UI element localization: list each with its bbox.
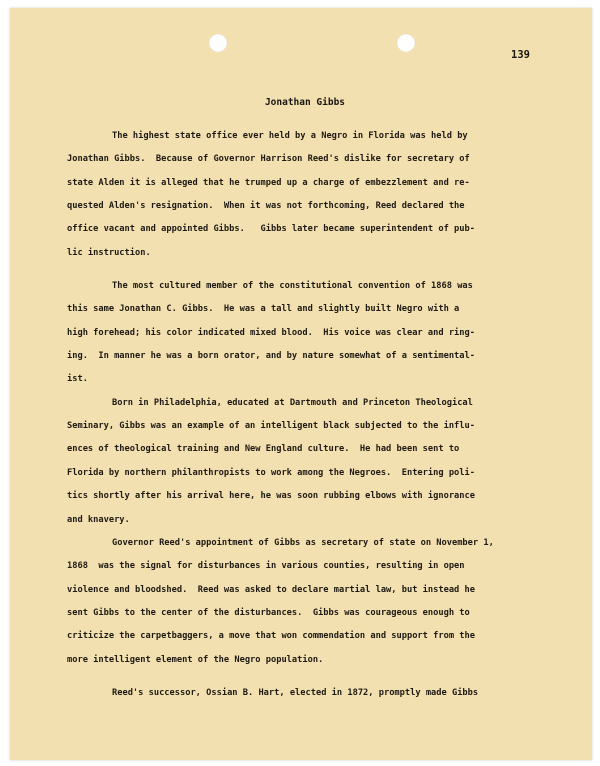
text-line: ist. [67, 374, 88, 385]
paragraph [67, 682, 547, 705]
text-line: ing. In manner he was a born orator, and by nature somewhat of a sentimental- [67, 351, 475, 362]
punch-hole-left [209, 34, 227, 52]
paragraph [67, 532, 547, 672]
text-line: this same Jonathan C. Gibbs. He was a tall and slightly built Negro with a [67, 304, 460, 315]
page-number: 139 [511, 49, 530, 61]
text-line: The highest state office ever held by a Negro in Florida was held by [112, 131, 468, 141]
text-line: violence and bloodshed. Reed was asked to declare martial law, but instead he [67, 584, 475, 595]
text-line: Seminary, Gibbs was an example of an intelligent black subjected to the influ- [67, 421, 475, 432]
page-title: Jonathan Gibbs [264, 97, 346, 108]
body-text [67, 125, 547, 705]
text-line: tics shortly after his arrival here, he was soon rubbing elbows with ignorance [67, 491, 475, 502]
text-line: Reed's successor, Ossian B. Hart, elected in 1872, promptly made Gibbs [112, 687, 479, 698]
text-line: Governor Reed's appointment of Gibbs as secretary of state on November 1, [112, 537, 494, 548]
text-line: The most cultured member of the constitutional convention of 1868 was [112, 281, 473, 292]
text-line: more intelligent element of the Negro population. [67, 654, 324, 665]
text-line: ences of theological training and New England culture. He had been sent to [67, 444, 460, 455]
text-line: sent Gibbs to the center of the disturbances. Gibbs was courageous enough to [67, 607, 470, 618]
text-line: lic instruction. [67, 247, 151, 258]
text-line: Florida by northern philanthropists to work among the Negroes. Entering poli- [67, 467, 475, 478]
paragraph [67, 125, 547, 265]
text-line: office vacant and appointed Gibbs. Gibbs later became superintendent of pub- [67, 224, 475, 235]
text-line: high forehead; his color indicated mixed blood. His voice was clear and ring- [67, 327, 475, 338]
punch-hole-right [397, 34, 415, 52]
text-line: 1868 was the signal for disturbances in various counties, resulting in open [67, 561, 465, 572]
text-line: criticize the carpetbaggers, a move that won commendation and support from the [67, 631, 475, 642]
text-line: and knavery. [67, 514, 130, 525]
text-line: Jonathan Gibbs. Because of Governor Harrison Reed's dislike for secretary of [67, 154, 470, 165]
text-line: quested Alden's resignation. When it was not forthcoming, Reed declared the [67, 201, 465, 212]
paragraph [67, 275, 547, 392]
typewritten-page [10, 8, 592, 760]
paragraph [67, 392, 547, 532]
text-line: state Alden it is alleged that he trumped up a charge of embezzlement and re- [67, 177, 470, 188]
text-line: Born in Philadelphia, educated at Dartmouth and Princeton Theological [112, 397, 473, 408]
